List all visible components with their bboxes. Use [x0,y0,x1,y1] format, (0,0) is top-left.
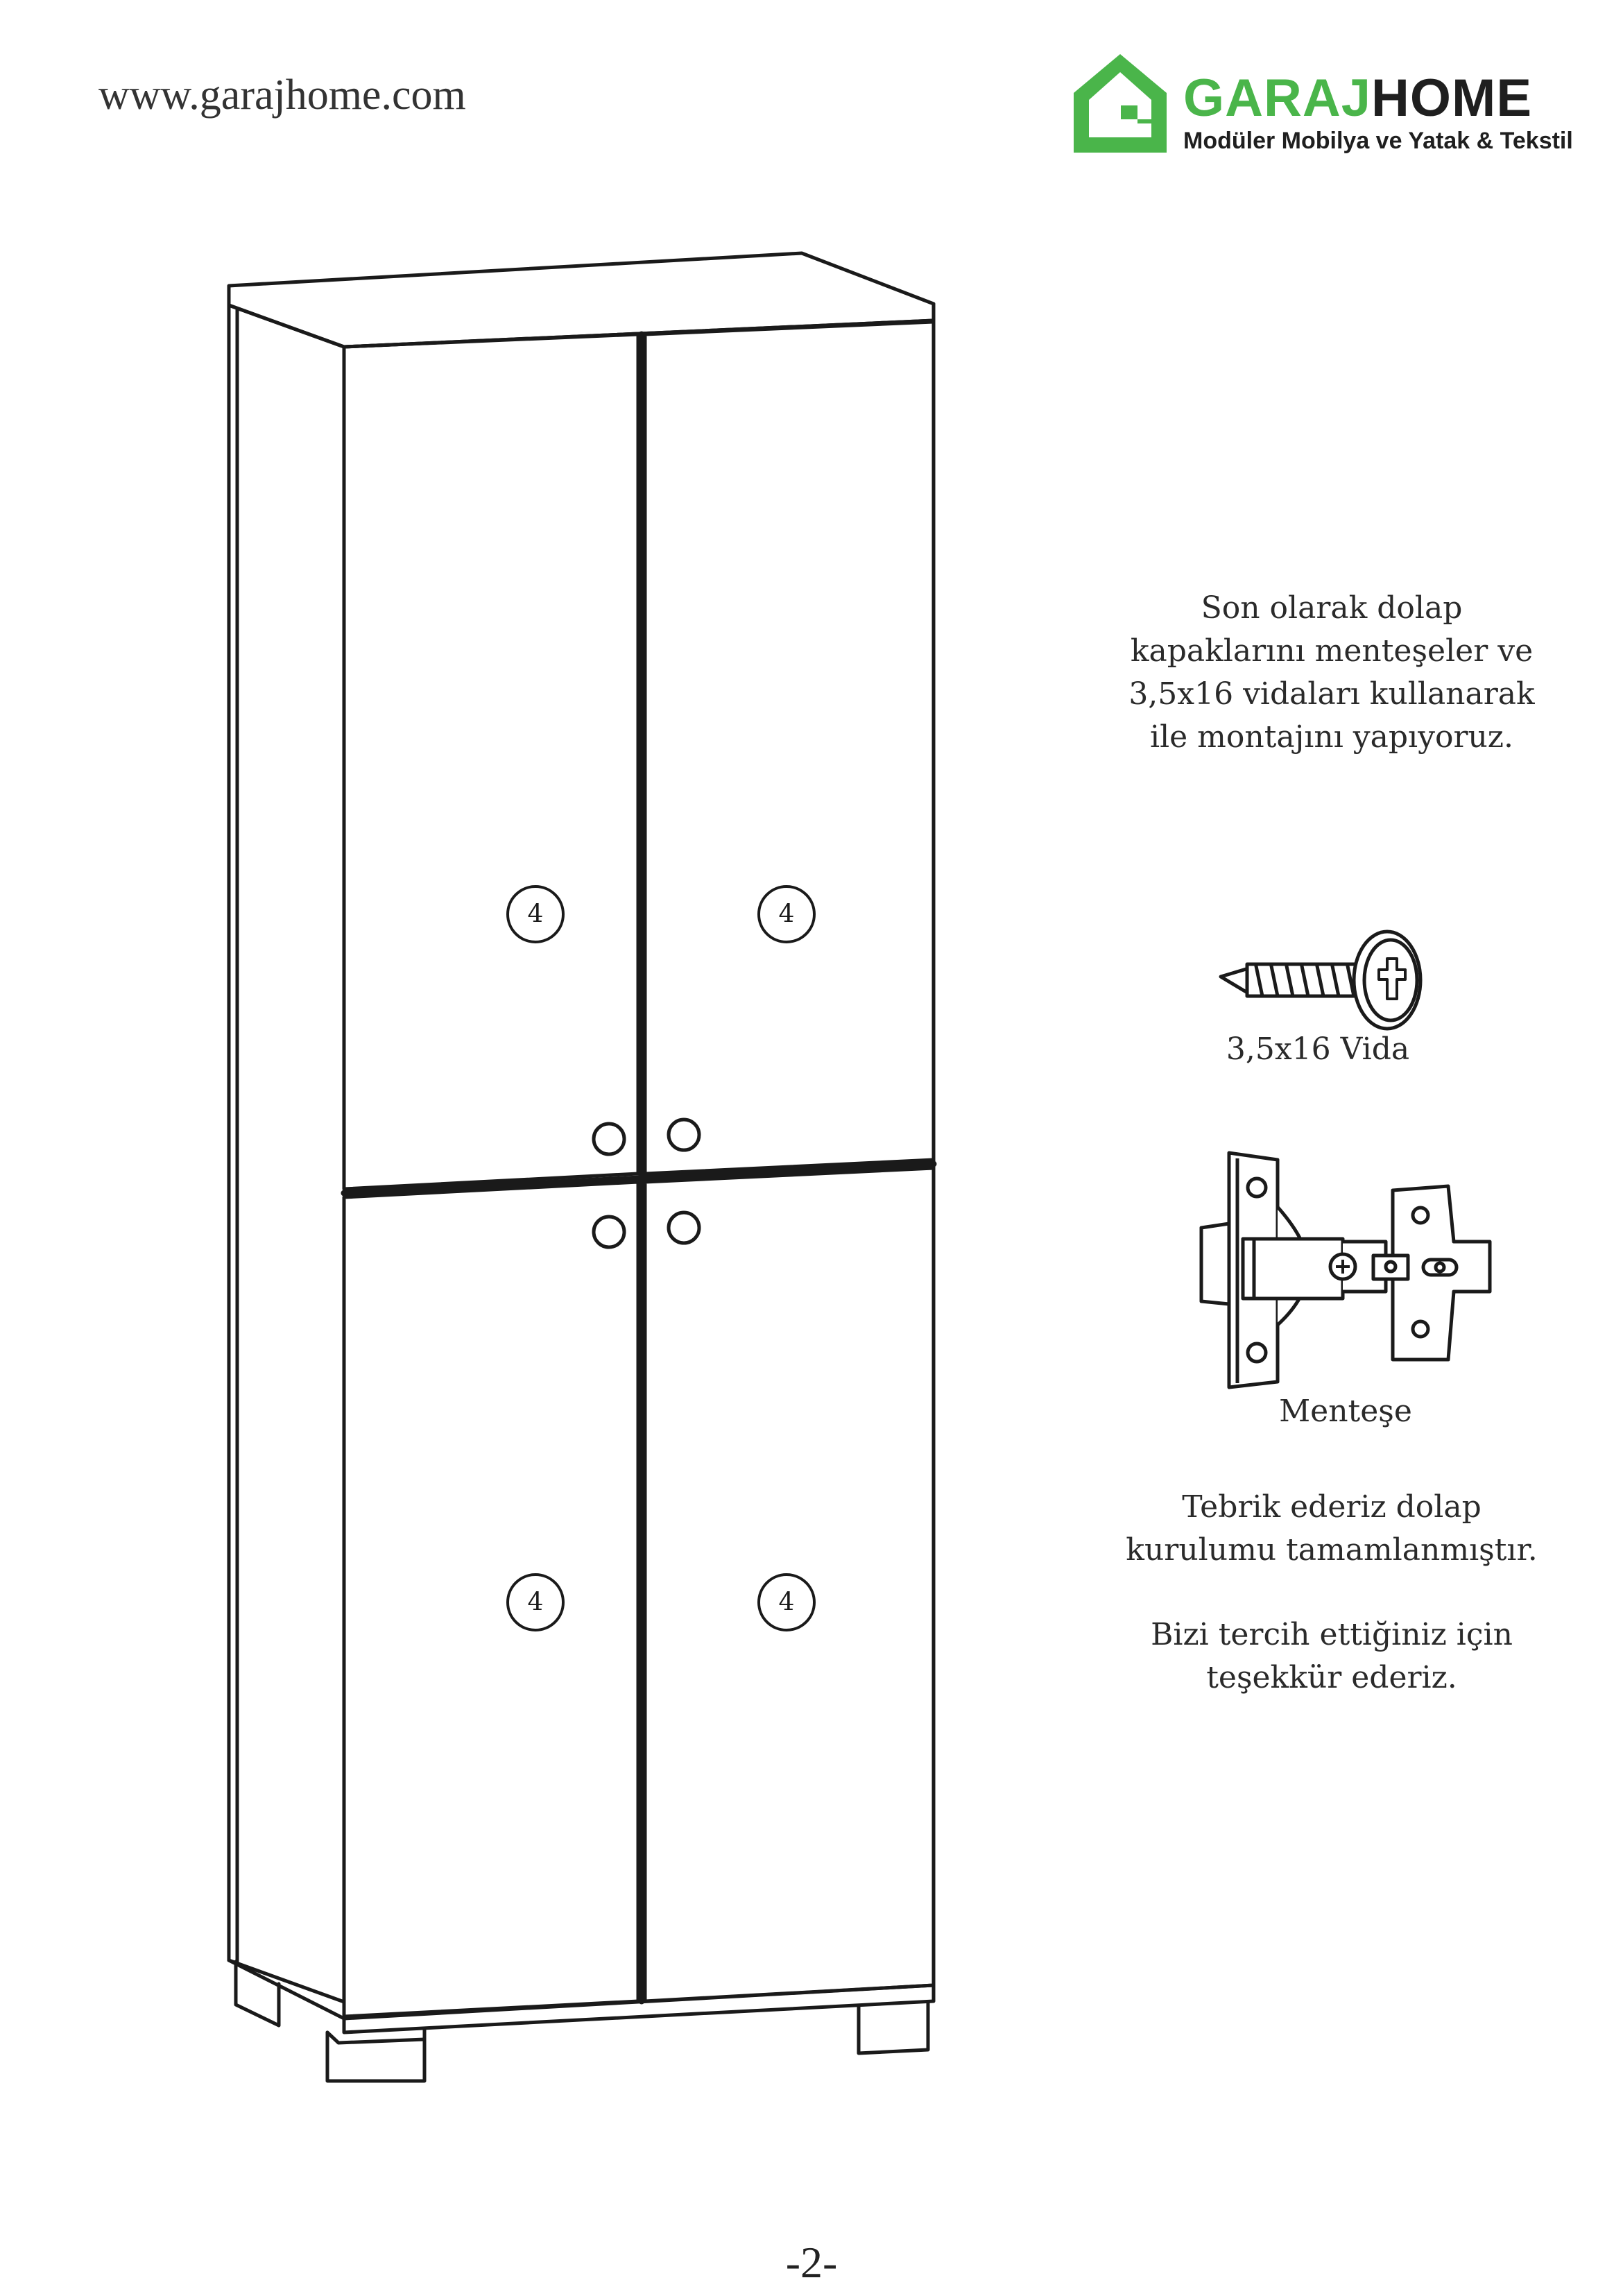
screw-label: 3,5x16 Vida [1226,1031,1410,1067]
knob-top-left [594,1124,624,1154]
cabinet-top-board [229,253,934,347]
door-top-left [344,334,638,1189]
knob-bottom-right [669,1213,699,1243]
part-number-bottom-right: 4 [778,1588,795,1617]
brand-name-garaj: GARAJ [1183,69,1372,128]
instruction-line: Son olarak dolap [1201,590,1463,626]
foot-front-right [859,2002,928,2053]
foot-front-left [327,2029,424,2081]
hinge-icon [1201,1153,1490,1387]
instruction-text [1082,587,1581,759]
congrats-line: kurulumu tamamlanmıştır. [1126,1532,1538,1568]
thanks-line: teşekkür ederiz. [1206,1660,1457,1695]
part-number-top-left: 4 [527,900,544,929]
knob-top-right [669,1120,699,1150]
instruction-line: ile montajını yapıyoruz. [1150,719,1513,755]
thanks-line: Bizi tercih ettiğiniz için [1151,1617,1513,1652]
website-url: www.garajhome.com [98,71,466,119]
page-number: -2- [785,2238,838,2287]
knob-bottom-left [594,1217,624,1247]
part-number-bottom-left: 4 [527,1588,544,1617]
brand-name-home: HOME [1371,69,1533,128]
hinge-label: Menteşe [1279,1394,1412,1429]
congrats-line: Tebrik ederiz dolap [1182,1489,1482,1525]
door-bottom-left [344,1182,638,2016]
cabinet-left-side [229,305,344,2002]
instruction-line: kapaklarını menteşeler ve [1130,633,1534,669]
thanks-text [1082,1613,1581,1699]
brand-tagline: Modüler Mobilya ve Yatak & Tekstil [1183,128,1573,154]
part-number-top-right: 4 [778,900,795,929]
congratulations-text [1082,1486,1581,1572]
door-top-right [645,322,934,1174]
screw-icon [1221,932,1420,1029]
instruction-line: 3,5x16 vidaları kullanarak [1128,676,1535,712]
